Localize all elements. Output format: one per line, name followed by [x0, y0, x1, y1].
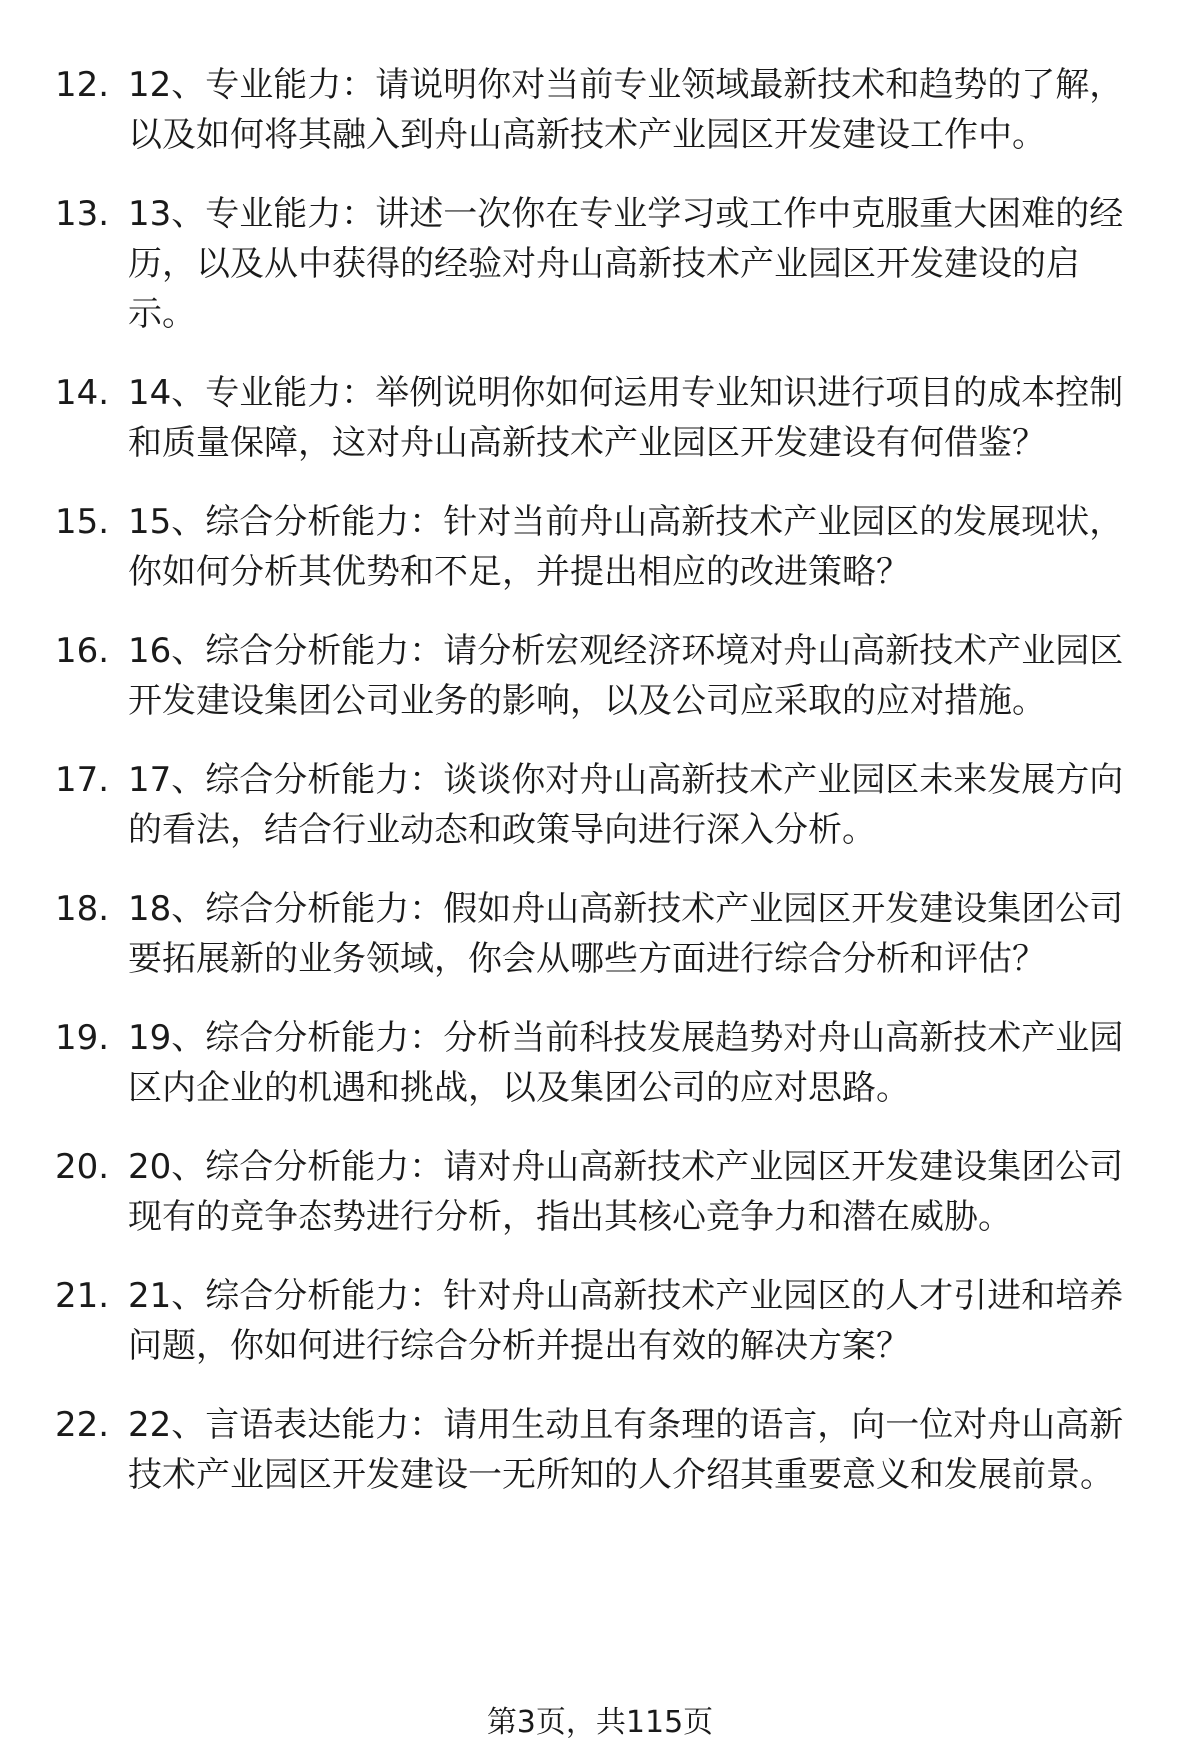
question-item: [0, 368, 1200, 468]
question-item: [0, 1142, 1200, 1242]
question-item: [0, 189, 1200, 339]
question-number: 15.: [55, 502, 110, 542]
question-item: [0, 755, 1200, 855]
question-item: [0, 884, 1200, 984]
question-number: 20.: [55, 1147, 110, 1187]
question-item: [0, 1013, 1200, 1113]
question-item: [0, 497, 1200, 597]
question-text: 18、综合分析能力：假如舟山高新技术产业园区开发建设集团公司要拓展新的业务领域，你会从哪些方面进行综合分析和评估？: [128, 889, 1124, 979]
question-text: 15、综合分析能力：针对当前舟山高新技术产业园区的发展现状，你如何分析其优势和不足，并提出相应的改进策略？: [128, 502, 1124, 592]
question-number: 16.: [55, 631, 110, 671]
question-text: 12、专业能力：请说明你对当前专业领域最新技术和趋势的了解，以及如何将其融入到舟山高新技术产业园区开发建设工作中。: [128, 65, 1124, 155]
question-text: 22、言语表达能力：请用生动且有条理的语言，向一位对舟山高新技术产业园区开发建设一无所知的人介绍其重要意义和发展前景。: [128, 1405, 1124, 1495]
question-number: 12.: [55, 65, 110, 105]
page-number-label: 第3页，共115页: [486, 1705, 714, 1740]
question-item: [0, 60, 1200, 160]
question-text: 19、综合分析能力：分析当前科技发展趋势对舟山高新技术产业园区内企业的机遇和挑战，以及集团公司的应对思路。: [128, 1018, 1124, 1108]
question-item: [0, 1400, 1200, 1500]
question-text: 14、专业能力：举例说明你如何运用专业知识进行项目的成本控制和质量保障，这对舟山高新技术产业园区开发建设有何借鉴？: [128, 373, 1124, 463]
page-footer: [0, 1703, 1200, 1743]
question-text: 21、综合分析能力：针对舟山高新技术产业园区的人才引进和培养问题，你如何进行综合分析并提出有效的解决方案？: [128, 1276, 1124, 1366]
question-number: 13.: [55, 194, 110, 234]
question-text: 13、专业能力：讲述一次你在专业学习或工作中克服重大困难的经历，以及从中获得的经验对舟山高新技术产业园区开发建设的启示。: [128, 194, 1124, 334]
question-list: [0, 60, 1200, 1529]
question-text: 17、综合分析能力：谈谈你对舟山高新技术产业园区未来发展方向的看法，结合行业动态和政策导向进行深入分析。: [128, 760, 1124, 850]
question-item: [0, 1271, 1200, 1371]
question-number: 18.: [55, 889, 110, 929]
question-item: [0, 626, 1200, 726]
question-text: 16、综合分析能力：请分析宏观经济环境对舟山高新技术产业园区开发建设集团公司业务的影响，以及公司应采取的应对措施。: [128, 631, 1124, 721]
question-number: 22.: [55, 1405, 110, 1445]
question-text: 20、综合分析能力：请对舟山高新技术产业园区开发建设集团公司现有的竞争态势进行分析，指出其核心竞争力和潜在威胁。: [128, 1147, 1124, 1237]
question-number: 19.: [55, 1018, 110, 1058]
question-number: 14.: [55, 373, 110, 413]
question-number: 21.: [55, 1276, 110, 1316]
question-number: 17.: [55, 760, 110, 800]
